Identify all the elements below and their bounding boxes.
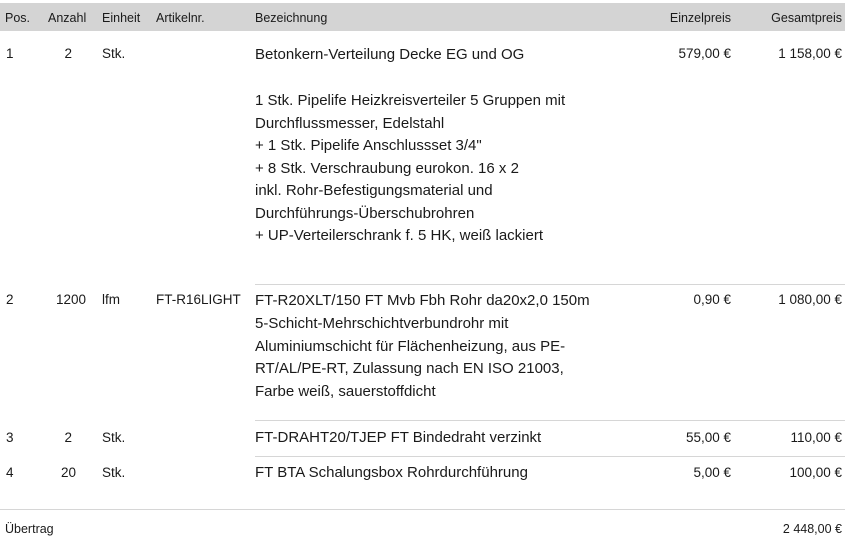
header-pos: Pos.	[5, 11, 31, 25]
row-pos: 1	[6, 46, 14, 61]
row-title: FT BTA Schalungsbox Rohrdurchführung	[255, 464, 528, 481]
footer-divider	[0, 509, 845, 510]
row-einzelpreis: 579,00 €	[678, 46, 731, 61]
row-title: FT-R20XLT/150 FT Mvb Fbh Rohr da20x2,0 150m	[255, 292, 590, 309]
row-divider	[255, 284, 845, 285]
row-einzelpreis: 5,00 €	[693, 465, 731, 480]
row-einzelpreis: 0,90 €	[693, 292, 731, 307]
row-gesamtpreis: 110,00 €	[790, 430, 842, 445]
row-anzahl: 2	[64, 430, 72, 445]
row-gesamtpreis: 1 158,00 €	[778, 46, 842, 61]
row-artikelnr: FT-R16LIGHT	[156, 292, 241, 307]
row-details: 5-Schicht-Mehrschichtverbundrohr mit Aluminiumschicht für Flächenheizung, aus PE- RT/AL/PE-RT, Zulassung nach EN ISO 21003, Farbe weiß, sauerstoffdicht	[255, 315, 566, 400]
header-anzahl: Anzahl	[48, 11, 87, 25]
row-title: Betonkern-Verteilung Decke EG und OG	[255, 46, 525, 63]
header-bezeichnung: Bezeichnung	[255, 11, 328, 25]
row-pos: 3	[6, 430, 14, 445]
row-details: 1 Stk. Pipelife Heizkreisverteiler 5 Gruppen mit Durchflussmesser, Edelstahl + 1 Stk. Pipelife Anschlussset 3/4" + 8 Stk. Verschraubung eurokon. 16 x 2 inkl. Rohr-Befestigungsmaterial und Durchführungs-Überschubrohren + UP-Verteilerschrank f. 5 HK, weiß lackiert	[255, 92, 566, 244]
row-pos: 2	[6, 292, 14, 307]
row-anzahl: 1200	[55, 292, 86, 307]
header-einzelpreis: Einzelpreis	[669, 11, 731, 25]
row-title: FT-DRAHT20/TJEP FT Bindedraht verzinkt	[255, 429, 542, 446]
row-einheit: lfm	[102, 292, 120, 307]
header-artikelnr: Artikelnr.	[156, 11, 205, 25]
table-header	[0, 3, 845, 31]
row-einheit: Stk.	[102, 46, 126, 61]
row-divider	[255, 420, 845, 421]
row-gesamtpreis: 1 080,00 €	[778, 292, 842, 307]
row-einheit: Stk.	[102, 465, 126, 480]
row-einzelpreis: 55,00 €	[685, 430, 731, 445]
header-gesamtpreis: Gesamtpreis	[771, 11, 842, 25]
footer-label: Übertrag	[5, 522, 54, 536]
row-anzahl: 20	[60, 465, 76, 480]
row-einheit: Stk.	[102, 430, 126, 445]
footer-total: 2 448,00 €	[782, 522, 842, 536]
row-anzahl: 2	[64, 46, 72, 61]
row-pos: 4	[6, 465, 14, 480]
row-gesamtpreis: 100,00 €	[789, 465, 842, 480]
row-divider	[255, 456, 845, 457]
header-einheit: Einheit	[102, 11, 141, 25]
